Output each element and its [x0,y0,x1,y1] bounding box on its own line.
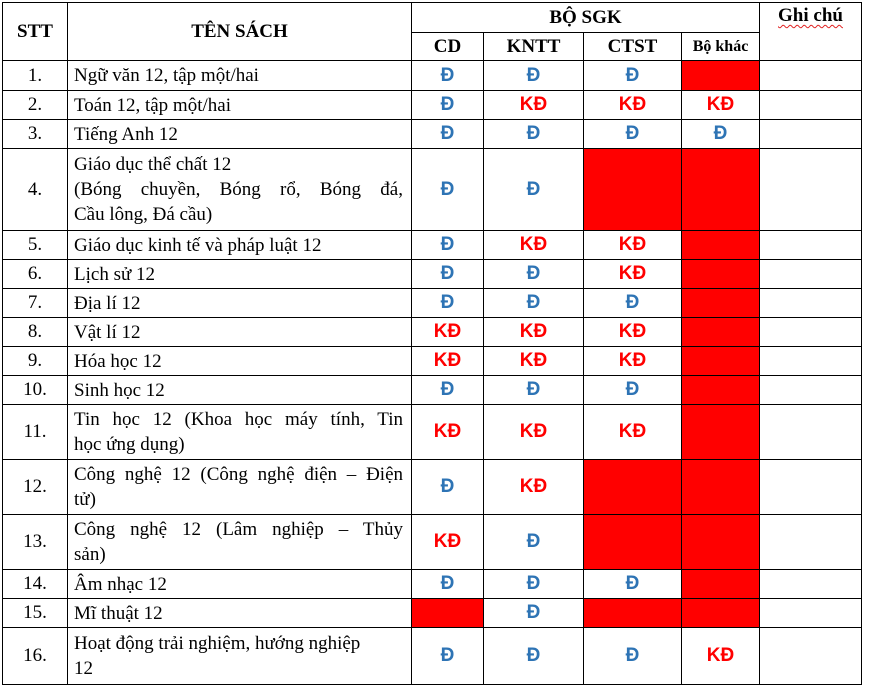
mark-cd: Đ [412,460,484,515]
mark-kntt: KĐ [484,231,584,260]
mark-other: KĐ [682,91,760,120]
row-book-name [68,628,412,685]
mark-ctst: KĐ [584,347,682,376]
row-stt: 2. [3,91,68,120]
mark-ctst: Đ [584,289,682,318]
book-name-line: tử) [74,489,96,510]
header-col-ctst: CTST [584,33,682,61]
mark-kntt: KĐ [484,460,584,515]
table-row [3,318,862,347]
header-col-kntt: KNTT [484,33,584,61]
mark-cd: Đ [412,289,484,318]
mark-other [682,318,760,347]
book-name-line: 12 [74,658,93,679]
mark-cd: KĐ [412,515,484,570]
table-row [3,628,862,685]
row-note [760,260,862,289]
mark-kntt: KĐ [484,318,584,347]
row-note [760,149,862,231]
row-book-name: Vật lí 12 [68,318,412,347]
mark-other [682,149,760,231]
mark-kntt: KĐ [484,405,584,460]
row-note [760,515,862,570]
mark-other [682,260,760,289]
book-name-line: Công nghệ 12 (Công nghệ điện – Điện [74,464,403,485]
row-note [760,405,862,460]
row-note [760,599,862,628]
mark-other [682,376,760,405]
book-name-line: sản) [74,544,106,565]
mark-cd: Đ [412,120,484,149]
row-stt: 10. [3,376,68,405]
row-stt: 8. [3,318,68,347]
mark-ctst: KĐ [584,260,682,289]
table-row [3,515,862,570]
row-stt: 12. [3,460,68,515]
row-book-name: Ngữ văn 12, tập một/hai [68,61,412,91]
header-note: Ghi chú [760,3,862,61]
row-note [760,570,862,599]
row-note [760,61,862,91]
table-row [3,460,862,515]
row-stt: 9. [3,347,68,376]
row-stt: 7. [3,289,68,318]
textbook-table [2,2,862,685]
row-book-name: Mĩ thuật 12 [68,599,412,628]
row-book-name [68,405,412,460]
row-book-name [68,149,412,231]
mark-cd: Đ [412,61,484,91]
mark-cd: Đ [412,570,484,599]
mark-ctst [584,149,682,231]
row-book-name: Giáo dục kinh tế và pháp luật 12 [68,231,412,260]
mark-ctst [584,515,682,570]
mark-kntt: KĐ [484,91,584,120]
mark-other [682,347,760,376]
row-stt: 15. [3,599,68,628]
mark-kntt: Đ [484,149,584,231]
row-book-name: Âm nhạc 12 [68,570,412,599]
mark-other [682,61,760,91]
header-title: TÊN SÁCH [68,3,412,61]
mark-ctst [584,599,682,628]
mark-other: Đ [682,120,760,149]
mark-cd [412,599,484,628]
row-stt: 13. [3,515,68,570]
mark-kntt: Đ [484,120,584,149]
table-row [3,120,862,149]
table-row [3,149,862,231]
mark-cd: Đ [412,376,484,405]
row-note [760,231,862,260]
mark-other [682,515,760,570]
header-stt: STT [3,3,68,61]
mark-ctst: KĐ [584,231,682,260]
mark-ctst: KĐ [584,318,682,347]
mark-other [682,460,760,515]
row-stt: 6. [3,260,68,289]
mark-kntt: Đ [484,61,584,91]
table-row [3,231,862,260]
mark-other [682,405,760,460]
table-row [3,347,862,376]
book-name-line: học ứng dụng) [74,434,185,455]
mark-other: KĐ [682,628,760,685]
mark-cd: KĐ [412,405,484,460]
row-note [760,91,862,120]
mark-kntt: Đ [484,289,584,318]
row-stt: 16. [3,628,68,685]
row-book-name [68,460,412,515]
row-book-name: Hóa học 12 [68,347,412,376]
mark-cd: Đ [412,231,484,260]
table-row [3,260,862,289]
book-name-line: Tin học 12 (Khoa học máy tính, Tin [74,409,403,430]
mark-cd: KĐ [412,318,484,347]
mark-cd: Đ [412,91,484,120]
table-row [3,289,862,318]
mark-kntt: Đ [484,628,584,685]
row-stt: 3. [3,120,68,149]
table-row [3,61,862,91]
mark-cd: Đ [412,260,484,289]
mark-ctst: Đ [584,61,682,91]
table-row [3,599,862,628]
row-stt: 4. [3,149,68,231]
mark-kntt: Đ [484,570,584,599]
row-note [760,318,862,347]
row-note [760,347,862,376]
table-row [3,570,862,599]
mark-kntt: Đ [484,515,584,570]
row-note [760,628,862,685]
mark-other [682,289,760,318]
mark-ctst: Đ [584,120,682,149]
row-stt: 14. [3,570,68,599]
mark-kntt: Đ [484,376,584,405]
row-stt: 11. [3,405,68,460]
row-book-name: Tiếng Anh 12 [68,120,412,149]
mark-other [682,570,760,599]
mark-kntt: KĐ [484,347,584,376]
book-name-line: Giáo dục thể chất 12 [74,154,232,175]
table-row [3,376,862,405]
row-note [760,120,862,149]
mark-cd: Đ [412,149,484,231]
row-book-name [68,515,412,570]
book-name-line: Công nghệ 12 (Lâm nghiệp – Thủy [74,519,403,540]
mark-cd: KĐ [412,347,484,376]
row-book-name: Địa lí 12 [68,289,412,318]
mark-cd: Đ [412,628,484,685]
row-note [760,460,862,515]
mark-ctst: KĐ [584,91,682,120]
mark-other [682,599,760,628]
row-book-name: Sinh học 12 [68,376,412,405]
mark-other [682,231,760,260]
mark-kntt: Đ [484,599,584,628]
header-col-other: Bộ khác [682,33,760,61]
header-group: BỘ SGK [412,3,760,33]
row-stt: 5. [3,231,68,260]
mark-ctst: KĐ [584,405,682,460]
row-stt: 1. [3,61,68,91]
book-name-line: Hoạt động trải nghiệm, hướng nghiệp [74,633,361,654]
header-col-cd: CD [412,33,484,61]
mark-ctst [584,460,682,515]
mark-kntt: Đ [484,260,584,289]
mark-ctst: Đ [584,376,682,405]
book-name-line: Cầu lông, Đá cầu) [74,204,213,225]
mark-ctst: Đ [584,570,682,599]
table-row [3,91,862,120]
row-note [760,289,862,318]
row-book-name: Toán 12, tập một/hai [68,91,412,120]
book-name-line: (Bóng chuyền, Bóng rổ, Bóng đá, [74,179,403,200]
mark-ctst: Đ [584,628,682,685]
row-note [760,376,862,405]
row-book-name: Lịch sử 12 [68,260,412,289]
table-row [3,405,862,460]
table-body [3,61,862,685]
